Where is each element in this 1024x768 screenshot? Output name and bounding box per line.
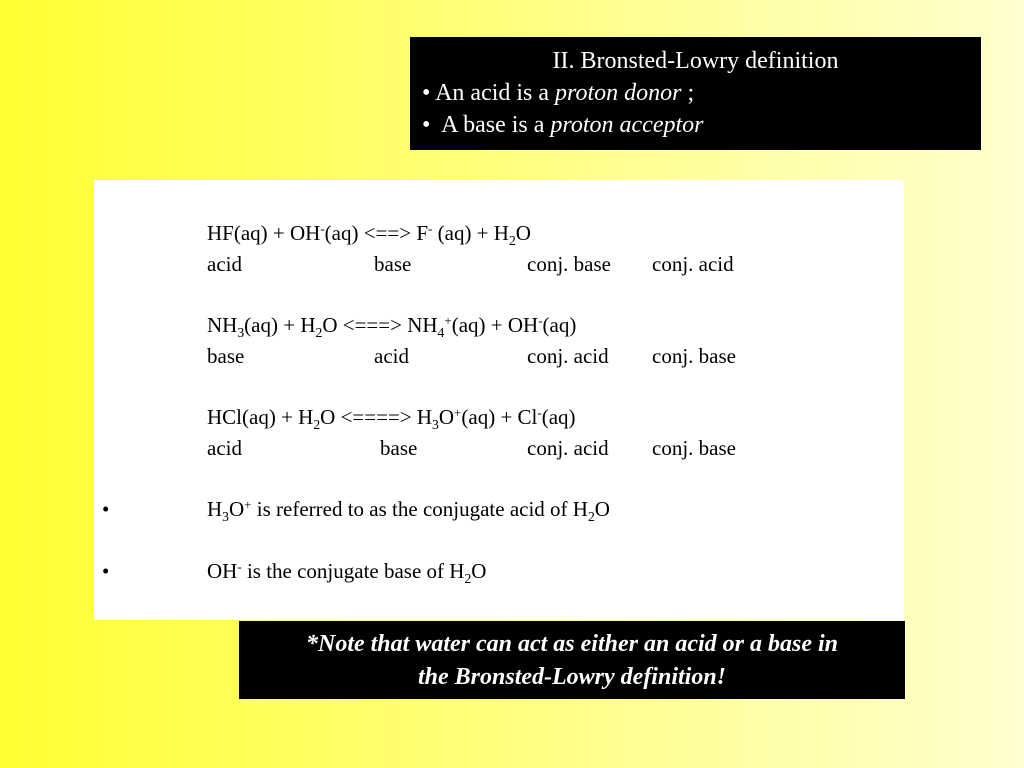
eq-sub: 2 [313,416,321,432]
eq-sup: - [428,220,433,236]
acid-definition-end: ; [681,80,695,106]
eq-sub: 3 [237,324,245,340]
acid-definition-text: • An acid is a [422,80,556,106]
bullet-sub: 2 [587,508,595,524]
acid-definition [422,77,981,109]
eq-sup: + [454,404,462,420]
bullet-text: O [594,497,610,521]
bullet-text: H [207,497,223,521]
reaction-2-equation [207,312,576,338]
base-definition-text: • A base is a [422,112,551,138]
reaction-1-equation [207,220,531,246]
bullet-2-marker: • [102,559,110,583]
reaction-1-role-2: base [374,252,412,276]
eq-text: (aq) + H [244,313,316,337]
bullet-sub: 2 [464,570,472,586]
base-definition-term: proton acceptor [550,112,704,138]
eq-text: (aq) + OH [451,313,539,337]
eq-sup: + [444,312,452,328]
reactions-panel [94,180,904,620]
note-line-2: the Bronsted-Lowry definition! [417,664,727,690]
bullet-sup: - [237,558,242,574]
reaction-3-role-4: conj. base [652,436,736,460]
eq-text: O <====> H [320,405,433,429]
reaction-3-role-3: conj. acid [527,436,609,460]
reaction-2-role-4: conj. base [652,344,736,368]
eq-sup: - [320,220,325,236]
eq-text: O [515,221,531,245]
bullet-1-marker: • [102,497,110,521]
note-box [239,621,905,699]
bullet-sup: + [244,496,252,512]
reaction-2-role-3: conj. acid [527,344,609,368]
reaction-1-role-3: conj. base [527,252,611,276]
base-definition [422,109,981,141]
eq-text: (aq) [541,405,576,429]
reaction-2-role-1: base [207,344,245,368]
reaction-3-role-2: base [380,436,418,460]
eq-text: (aq) [542,313,577,337]
reaction-1-role-1: acid [207,252,242,276]
reaction-1-role-4: conj. acid [652,252,734,276]
eq-sup: - [537,404,542,420]
eq-text: (aq) + Cl [461,405,538,429]
eq-sub: 2 [315,324,323,340]
bullet-sub: 3 [222,508,229,524]
bullet-text: is the conjugate base of H [241,559,465,583]
bullet-1-text [207,496,610,522]
eq-text: HF(aq) + OH [207,221,321,245]
bullet-text: O [229,497,245,521]
definition-box [410,37,981,150]
eq-sup: - [538,312,543,328]
acid-definition-term: proton donor [555,80,682,106]
bullet-text: is referred to as the conjugate acid of H [251,497,588,521]
note-line-1: *Note that water can act as either an acid or a base in [305,631,838,657]
eq-text: NH [207,313,238,337]
reaction-3-equation [207,404,576,430]
reaction-2-role-2: acid [374,344,409,368]
bullet-text: OH [207,559,238,583]
eq-text: (aq) <==> F [324,221,429,245]
eq-sub: 2 [508,232,516,248]
eq-text: (aq) + H [432,221,509,245]
eq-sub: 4 [437,324,445,340]
bullet-text: O [471,559,487,583]
eq-text: HCl(aq) + H [207,405,314,429]
eq-text: O <===> NH [322,313,438,337]
reaction-3-role-1: acid [207,436,242,460]
eq-sub: 3 [432,416,439,432]
eq-text: O [438,405,455,429]
definition-title: II. Bronsted-Lowry definition [552,48,839,74]
bullet-2-text [207,558,486,584]
